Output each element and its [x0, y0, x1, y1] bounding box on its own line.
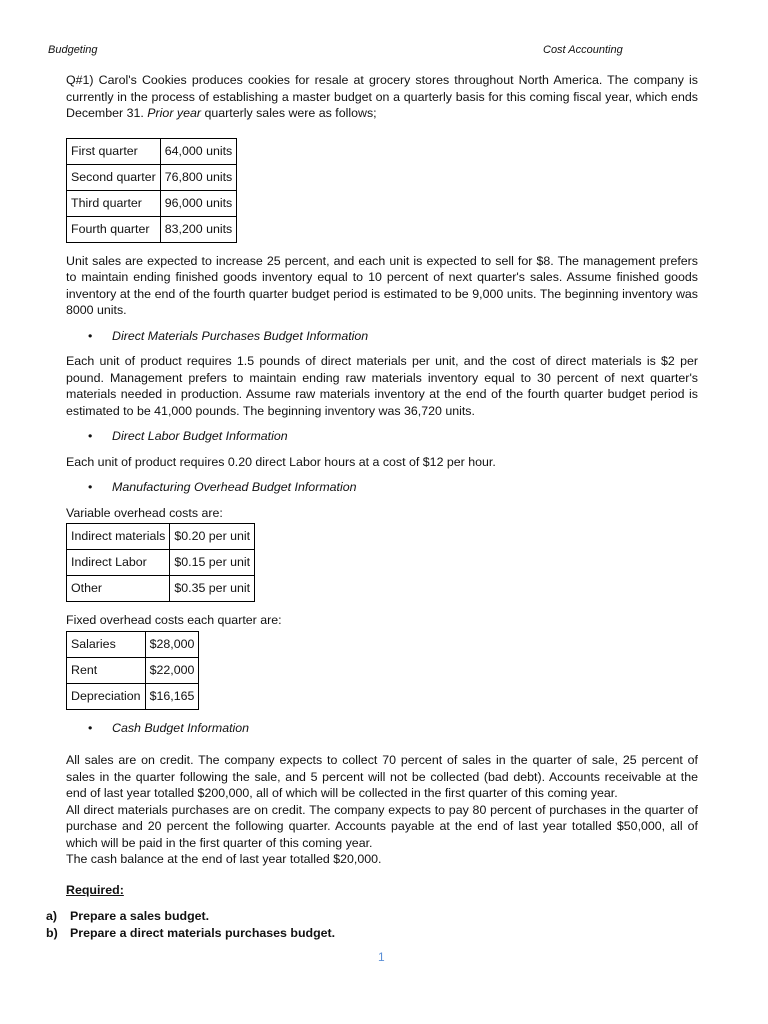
variable-overhead-table	[66, 523, 255, 602]
table-row: Indirect Labor $0.15 per unit	[67, 550, 255, 576]
required-item-a: a) Prepare a sales budget.	[46, 909, 210, 923]
direct-labor-paragraph: Each unit of product requires 0.20 direct Labor hours at a cost of $12 per hour.	[66, 454, 496, 469]
table-row: Rent $22,000	[67, 657, 199, 683]
document-body	[66, 72, 698, 898]
bullet-direct-labor: • Direct Labor Budget Information	[88, 429, 288, 443]
table-row: Other $0.35 per unit	[67, 576, 255, 602]
bullet-cash-budget: • Cash Budget Information	[88, 720, 250, 735]
variable-overhead-label: Variable overhead costs are:	[66, 505, 223, 520]
table-row: First quarter 64,000 units	[67, 138, 237, 164]
bullet-icon: •	[88, 480, 93, 494]
fixed-overhead-table	[66, 631, 199, 710]
prior-sales-table	[66, 138, 237, 243]
header-right: Cost Accounting	[543, 44, 623, 56]
sales-paragraph: Unit sales are expected to increase 25 percent, and each unit is expected to sell for $8. The management prefers to maintain ending finished goods inventory equal to 10 percent of next quarter's sales. Assume finished goods inventory at the end of the fourth quarter budget period is estimated to be 9,000 units. The beginning inventory was 8000 units.	[66, 253, 698, 317]
page-number: 1	[378, 950, 385, 964]
cash-paragraph-1: All sales are on credit. The company expects to collect 70 percent of sales in the quarter of sale, 25 percent of sales in the quarter following the sale, and 5 percent will not be collected (bad debt). Accounts receivable at the end of last year totalled $200,000, all of which will be collected in the first quarter of this coming year.	[66, 753, 698, 800]
bullet-icon: •	[88, 720, 93, 735]
required-title: Required:	[66, 882, 124, 897]
table-row: Depreciation $16,165	[67, 683, 199, 709]
cash-budget-section	[66, 752, 698, 868]
header-left: Budgeting	[48, 44, 98, 56]
direct-materials-paragraph: Each unit of product requires 1.5 pounds of direct materials per unit, and the cost of direct materials is $2 per pound. Management prefers to maintain ending raw materials inventory equal to 30 percent of next quarter's materials needed in production. Assume raw materials inventory at the end of the fourth quarter budget period is estimated to be 41,000 pounds. The beginning inventory was 36,720 units.	[66, 354, 698, 418]
intro-paragraph: Q#1) Carol's Cookies produces cookies for resale at grocery stores throughout North America. The company is currently in the process of establishing a master budget on a quarterly basis for this coming fiscal year, which ends December 31. Prior year quarterly sales were as follows;	[66, 73, 698, 120]
bullet-manufacturing-overhead: • Manufacturing Overhead Budget Information	[88, 480, 357, 494]
table-row: Indirect materials $0.20 per unit	[67, 524, 255, 550]
bullet-direct-materials: • Direct Materials Purchases Budget Information	[88, 328, 369, 343]
fixed-overhead-label: Fixed overhead costs each quarter are:	[66, 613, 282, 627]
bullet-icon: •	[88, 429, 93, 443]
bullet-icon: •	[88, 328, 93, 343]
required-item-b: b) Prepare a direct materials purchases budget.	[46, 926, 336, 940]
table-row: Salaries $28,000	[67, 631, 199, 657]
table-row: Fourth quarter 83,200 units	[67, 216, 237, 242]
cash-paragraph-3: The cash balance at the end of last year totalled $20,000.	[66, 852, 382, 866]
table-row: Third quarter 96,000 units	[67, 190, 237, 216]
cash-paragraph-2: All direct materials purchases are on credit. The company expects to pay 80 percent of purchases in the quarter of purchase and 20 percent the following quarter. Accounts payable at the end of last year totalled $50,000, all of which will be paid in the first quarter of this coming year.	[66, 802, 698, 850]
table-row: Second quarter 76,800 units	[67, 164, 237, 190]
